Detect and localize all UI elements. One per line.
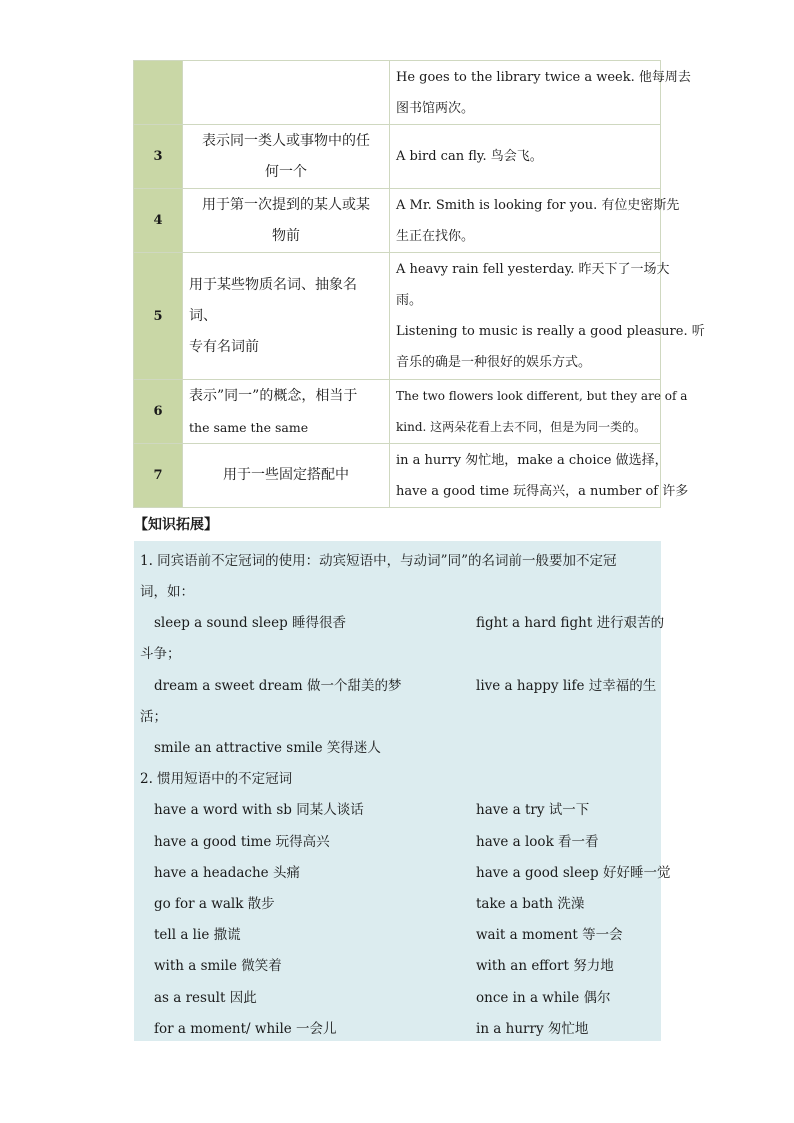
example-line: 图书馆两次。 xyxy=(396,100,475,116)
usage-line: the same the same xyxy=(189,419,309,435)
example-cell xyxy=(390,380,688,444)
table-row xyxy=(134,444,661,508)
example-line: in a hurry 匆忙地，make a choice 做选择， xyxy=(396,452,668,468)
example-line: 雨。 xyxy=(396,293,423,308)
table-row xyxy=(134,125,661,189)
phrase-right: live a happy life 过幸福的生 xyxy=(476,678,657,694)
example-line: A bird can fly. 鸟会飞。 xyxy=(396,149,543,164)
example-line: Listening to music is really a good pleasure. 听 xyxy=(396,324,705,339)
row-number xyxy=(134,61,183,125)
usage-cell xyxy=(183,61,390,125)
phrase-wrap: 活； xyxy=(140,709,167,725)
usage-cell xyxy=(183,125,390,189)
phrase-right: take a bath 洗澡 xyxy=(476,896,585,912)
example-cell xyxy=(390,125,661,189)
article-usage-table xyxy=(133,60,705,508)
usage-line: 表示”同一”的概念，相当于 xyxy=(189,387,358,404)
usage-line: 专有名词前 xyxy=(189,338,259,355)
example-cell xyxy=(390,61,691,125)
table-row xyxy=(134,253,661,380)
phrase-right: wait a moment 等一会 xyxy=(476,927,623,943)
heading-line: 2. 惯用短语中的不定冠词 xyxy=(140,771,293,787)
phrase-left: go for a walk 散步 xyxy=(154,896,275,912)
knowledge-extension-box xyxy=(134,541,671,1041)
row-number: 5 xyxy=(134,253,183,380)
row-number: 6 xyxy=(134,380,183,444)
table-row xyxy=(134,380,661,444)
section-title: 【知识拓展】 xyxy=(134,517,218,533)
usage-line: 用于第一次提到的某人或某 xyxy=(202,196,370,213)
phrase-left: have a headache 头痛 xyxy=(154,865,300,881)
usage-cell xyxy=(183,380,390,444)
phrase-left: smile an attractive smile 笑得迷人 xyxy=(154,740,381,756)
phrase-right: have a try 试一下 xyxy=(476,802,590,818)
example-line: have a good time 玩得高兴，a number of 许多 xyxy=(396,483,689,499)
example-line: The two flowers look different, but they are of a xyxy=(396,388,688,403)
row-number: 7 xyxy=(134,444,183,508)
usage-line: 用于某些物质名词、抽象名词、 xyxy=(189,276,357,324)
phrase-left: have a word with sb 同某人谈话 xyxy=(154,802,364,818)
phrase-wrap: 斗争； xyxy=(140,646,181,662)
phrase-right: with an effort 努力地 xyxy=(476,958,614,974)
heading-line: 1. 同宾语前不定冠词的使用：动宾短语中，与动词”同”的名词前一般要加不定冠 xyxy=(140,553,617,569)
example-line: A Mr. Smith is looking for you. 有位史密斯先 xyxy=(396,197,680,213)
example-cell xyxy=(390,253,705,380)
example-line: 音乐的确是一种很好的娱乐方式。 xyxy=(396,355,592,370)
usage-line: 表示同一类人或事物中的任 xyxy=(202,132,370,149)
phrase-left: for a moment/ while 一会儿 xyxy=(154,1021,337,1037)
phrase-right: fight a hard fight 进行艰苦的 xyxy=(476,615,665,631)
table-row xyxy=(134,189,661,253)
example-cell xyxy=(390,444,689,508)
example-line: A heavy rain fell yesterday. 昨天下了一场大 xyxy=(396,262,670,277)
phrase-left: dream a sweet dream 做一个甜美的梦 xyxy=(154,678,402,694)
usage-cell xyxy=(183,253,390,380)
example-line: 生正在找你。 xyxy=(396,228,475,244)
row-number: 4 xyxy=(134,189,183,253)
usage-line: 用于一些固定搭配中 xyxy=(223,467,349,483)
usage-line: 何一个 xyxy=(265,163,307,180)
phrase-left: with a smile 微笑着 xyxy=(154,958,282,974)
phrase-left: as a result 因此 xyxy=(154,990,257,1006)
usage-line: 物前 xyxy=(272,227,300,244)
phrase-right: have a good sleep 好好睡一觉 xyxy=(476,865,671,881)
usage-cell xyxy=(183,189,390,253)
phrase-right: have a look 看一看 xyxy=(476,834,599,850)
heading-line: 词，如： xyxy=(140,584,194,600)
table-row xyxy=(134,61,661,125)
phrase-right: once in a while 偶尔 xyxy=(476,990,611,1006)
example-cell xyxy=(390,189,680,253)
phrase-right: in a hurry 匆忙地 xyxy=(476,1021,589,1037)
phrase-left: have a good time 玩得高兴 xyxy=(154,834,330,850)
phrase-left: tell a lie 撒谎 xyxy=(154,927,241,943)
example-line: He goes to the library twice a week. 他每周去 xyxy=(396,69,691,85)
row-number: 3 xyxy=(134,125,183,189)
phrase-left: sleep a sound sleep 睡得很香 xyxy=(154,615,347,631)
usage-cell xyxy=(183,444,390,508)
example-line: kind. 这两朵花看上去不同，但是为同一类的。 xyxy=(396,419,647,434)
